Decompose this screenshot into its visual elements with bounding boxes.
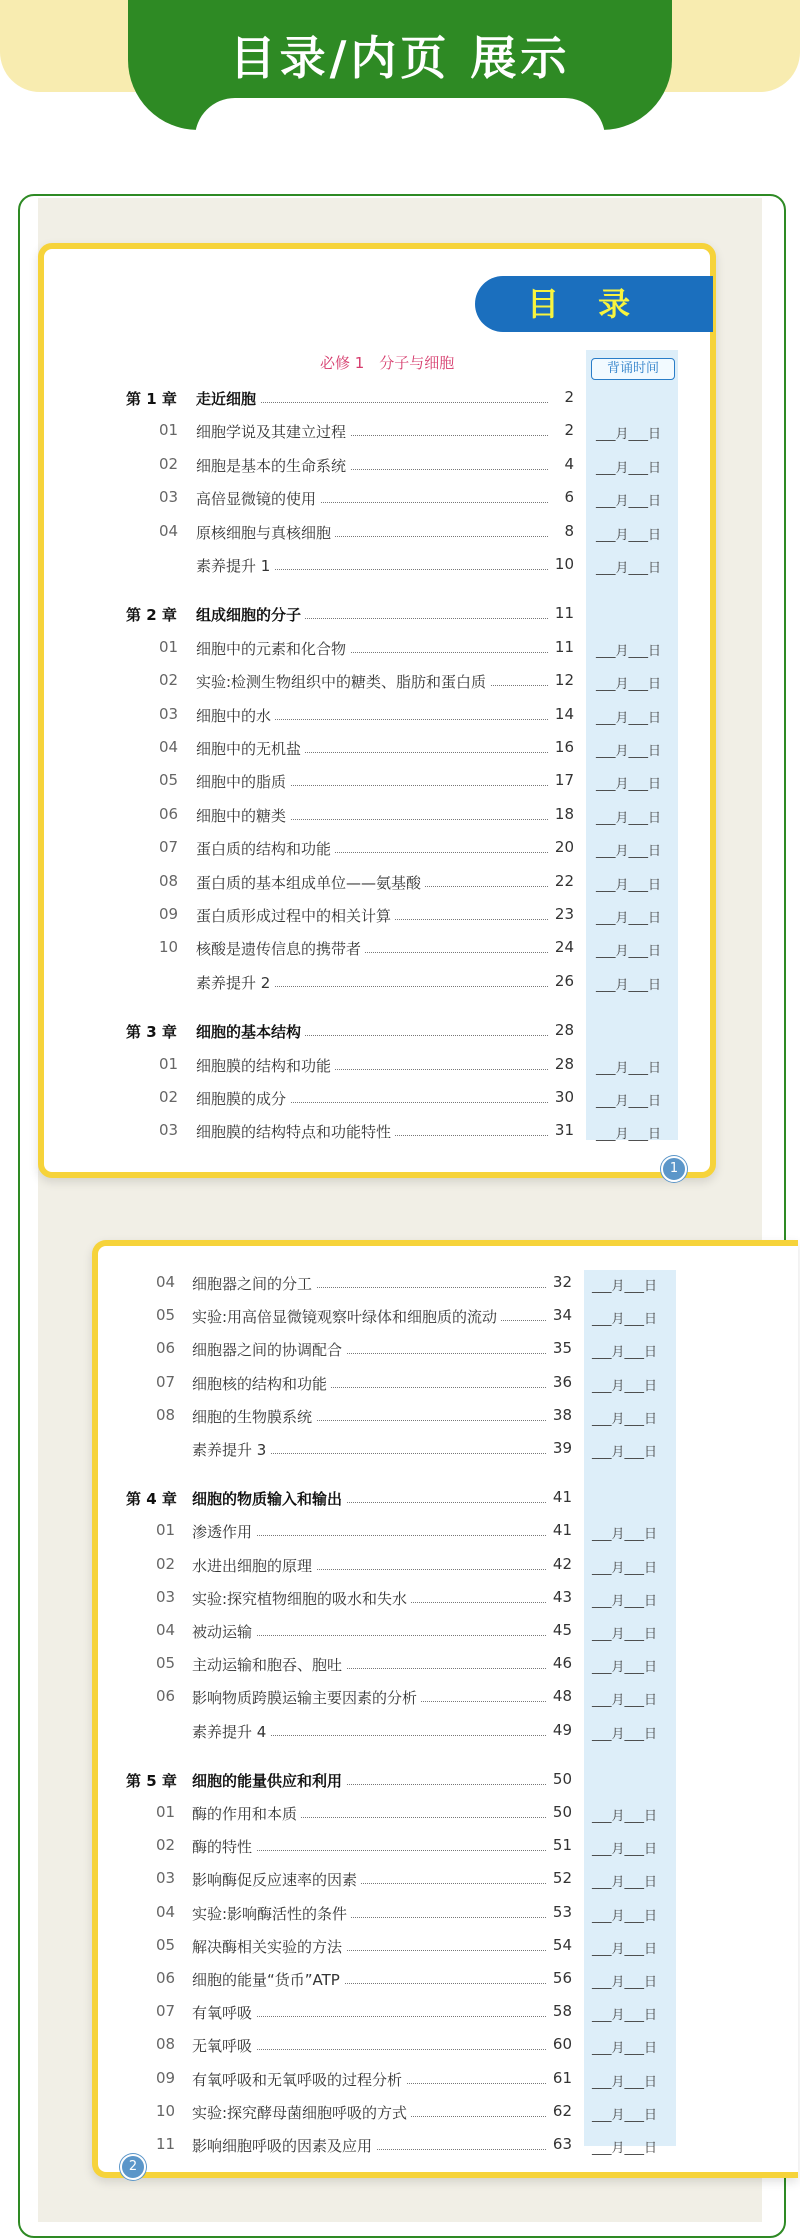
item-title: 细胞中的脂质: [196, 771, 290, 792]
item-number: 03: [159, 488, 179, 507]
toc-row: [126, 905, 686, 927]
toc-row: [126, 1803, 686, 1825]
toc-row: [126, 1687, 686, 1709]
chapter-row: [126, 1770, 686, 1792]
item-title: 细胞中的糖类: [196, 805, 290, 826]
review-date-field: ___月___日: [596, 877, 662, 893]
toc-row: [126, 1869, 686, 1891]
chapter-row: [126, 388, 686, 410]
page-number: 61: [548, 2069, 572, 2087]
item-number: 04: [159, 521, 179, 540]
page-number: 26: [550, 972, 574, 990]
toc-row: [126, 421, 686, 443]
page-number: 49: [548, 1721, 572, 1739]
toc-heading: 目 录: [475, 276, 713, 332]
review-date-field: ___月___日: [596, 1060, 662, 1076]
page-number-badge: 2: [120, 2154, 146, 2180]
review-date-field: ___月___日: [592, 1527, 658, 1543]
toc-row: [126, 705, 686, 727]
item-number: 06: [159, 804, 179, 823]
review-date-field: ___月___日: [596, 844, 662, 860]
page-number: 56: [548, 1969, 572, 1987]
toc-row: [126, 555, 686, 577]
item-title: 细胞膜的成分: [196, 1088, 290, 1109]
page-number: 31: [550, 1121, 574, 1139]
review-date-field: ___月___日: [596, 1094, 662, 1109]
item-title: 影响细胞呼吸的因素及应用: [192, 2135, 376, 2156]
page-number: 16: [550, 738, 574, 756]
toc-row: [126, 872, 686, 894]
item-number: 09: [156, 2068, 176, 2087]
item-number: 05: [156, 1935, 176, 1954]
page-number: 41: [548, 1521, 572, 1539]
review-date-field: ___月___日: [592, 1875, 658, 1891]
toc-row: [126, 488, 686, 510]
item-title: 有氧呼吸: [192, 2002, 256, 2023]
review-date-field: ___月___日: [592, 1445, 658, 1460]
review-date-field: ___月___日: [596, 427, 662, 443]
toc-row: [126, 1055, 686, 1077]
page-number: 17: [550, 771, 574, 789]
chapter-title: 走近细胞: [196, 388, 260, 409]
toc-row: [126, 1088, 686, 1110]
item-number: 02: [156, 1836, 176, 1855]
chapter-label: 第 5 章: [126, 1771, 177, 1790]
item-title: 细胞的能量“货币”ATP: [192, 1969, 344, 1990]
review-date-field: ___月___日: [596, 527, 662, 543]
item-number: 06: [156, 1969, 176, 1987]
item-title: 影响酶促反应速率的因素: [192, 1869, 361, 1890]
page-number: 22: [550, 872, 574, 890]
item-title: 蛋白质形成过程中的相关计算: [196, 905, 395, 926]
chapter-label: 第 4 章: [126, 1490, 177, 1509]
page-number: 58: [548, 2002, 572, 2020]
toc-row: [126, 1621, 686, 1643]
review-date-field: ___月___日: [596, 561, 662, 576]
item-number: 03: [159, 1121, 179, 1140]
section-title: 必修 1 分子与细胞: [320, 354, 455, 372]
toc-row: [126, 1969, 686, 1991]
item-title: 细胞膜的结构和功能: [196, 1055, 335, 1076]
page-number: 28: [550, 1055, 574, 1073]
item-number: 01: [156, 1521, 176, 1540]
review-date-field: ___月___日: [596, 911, 662, 926]
item-number: 07: [159, 838, 179, 857]
review-date-field: ___月___日: [592, 2008, 658, 2024]
item-title: 高倍显微镜的使用: [196, 488, 320, 509]
item-title: 影响物质跨膜运输主要因素的分析: [192, 1687, 421, 1708]
review-date-field: ___月___日: [592, 2074, 658, 2090]
item-title: 蛋白质的结构和功能: [196, 838, 335, 859]
item-number: 05: [156, 1306, 176, 1325]
review-date-field: ___月___日: [596, 944, 662, 960]
chapter-label: 第 3 章: [126, 1023, 177, 1042]
page-number: 32: [548, 1273, 572, 1291]
review-date-field: ___月___日: [592, 1809, 658, 1824]
review-date-field: ___月___日: [592, 2041, 658, 2057]
item-number: 07: [156, 2002, 176, 2021]
page-number: 6: [550, 488, 574, 506]
chapter-label: 第 1 章: [126, 390, 177, 408]
toc-row: [126, 938, 686, 960]
item-title: 核酸是遗传信息的携带者: [196, 938, 365, 959]
item-title: 细胞中的元素和化合物: [196, 638, 350, 659]
review-date-field: ___月___日: [596, 810, 662, 826]
toc-row: [126, 1903, 686, 1925]
review-date-field: ___月___日: [596, 494, 662, 510]
page-number: 8: [550, 522, 574, 540]
review-date-field: ___月___日: [592, 1975, 658, 1990]
page-number-badge: 1: [661, 1156, 687, 1182]
item-number: 02: [159, 454, 179, 473]
page-number: 62: [548, 2102, 572, 2120]
toc-row: [126, 2035, 686, 2057]
toc-row: [126, 738, 686, 760]
item-number: 05: [159, 771, 179, 790]
toc-row: [126, 1521, 686, 1543]
item-title: 实验:影响酶活性的条件: [192, 1903, 351, 1924]
item-number: 04: [156, 1621, 176, 1639]
item-title: 实验:用高倍显微镜观察叶绿体和细胞质的流动: [192, 1306, 501, 1327]
item-number: 04: [159, 738, 179, 756]
page-number: 2: [550, 388, 574, 406]
review-date-field: ___月___日: [592, 1693, 658, 1709]
chapter-title: 组成细胞的分子: [196, 604, 305, 625]
toc-row: [126, 1439, 686, 1461]
review-date-field: ___月___日: [592, 1726, 658, 1742]
toc-row: [126, 1555, 686, 1577]
review-date-field: ___月___日: [592, 1560, 658, 1576]
item-title: 有氧呼吸和无氧呼吸的过程分析: [192, 2069, 406, 2090]
item-number: 11: [156, 2135, 176, 2153]
item-number: 10: [156, 2101, 176, 2120]
item-number: 08: [159, 871, 179, 890]
chapter-row: [126, 604, 686, 626]
toc-row: [126, 972, 686, 994]
review-date-field: ___月___日: [592, 1908, 658, 1924]
review-date-field: ___月___日: [596, 744, 662, 759]
item-number: 01: [159, 1054, 179, 1073]
item-title: 细胞的生物膜系统: [192, 1406, 316, 1427]
review-date-field: ___月___日: [596, 643, 662, 659]
item-number: 07: [156, 1372, 176, 1391]
review-date-field: ___月___日: [592, 1279, 658, 1294]
toc-row: [126, 1373, 686, 1395]
page-number: 48: [548, 1687, 572, 1705]
page-number: 35: [548, 1339, 572, 1357]
item-title: 实验:探究酵母菌细胞呼吸的方式: [192, 2102, 411, 2123]
toc-row: [126, 2135, 686, 2157]
review-date-field: ___月___日: [596, 1127, 662, 1143]
toc-row: [126, 1406, 686, 1428]
review-date-field: ___月___日: [592, 1593, 658, 1609]
page-number: 2: [550, 421, 574, 439]
toc-row: [126, 671, 686, 693]
review-date-field: ___月___日: [592, 1941, 658, 1957]
item-number: 04: [156, 1902, 176, 1921]
item-number: 06: [156, 1687, 176, 1706]
item-title: 素养提升 1: [196, 555, 274, 576]
review-date-field: ___月___日: [592, 1378, 658, 1394]
item-number: 03: [159, 704, 179, 723]
toc-row: [126, 2069, 686, 2091]
page-number: 46: [548, 1654, 572, 1672]
chapter-label: 第 2 章: [126, 606, 177, 625]
page-number: 63: [548, 2135, 572, 2153]
page-number: 51: [548, 1836, 572, 1854]
review-date-field: ___月___日: [596, 977, 662, 993]
page-number: 11: [550, 604, 574, 622]
item-number: 03: [156, 1869, 176, 1888]
page-number: 23: [550, 905, 574, 923]
toc-row: [126, 838, 686, 860]
item-number: 01: [159, 637, 179, 656]
item-title: 细胞核的结构和功能: [192, 1373, 331, 1394]
toc-row: [126, 638, 686, 660]
page-number: 12: [550, 671, 574, 689]
item-number: 09: [159, 905, 179, 923]
chapter-row: [126, 1488, 686, 1510]
toc-row: [126, 1721, 686, 1743]
toc-row: [126, 2002, 686, 2024]
review-time-label: 背诵时间: [591, 358, 675, 380]
toc-row: [126, 455, 686, 477]
toc-row: [126, 1121, 686, 1143]
review-date-field: ___月___日: [592, 1627, 658, 1642]
page-number: 52: [548, 1869, 572, 1887]
item-title: 实验:检测生物组织中的糖类、脂肪和蛋白质: [196, 671, 490, 692]
toc-row: [126, 2102, 686, 2124]
page-number: 34: [548, 1306, 572, 1324]
item-title: 无氧呼吸: [192, 2035, 256, 2056]
item-title: 水进出细胞的原理: [192, 1555, 316, 1576]
item-title: 细胞是基本的生命系统: [196, 455, 350, 476]
review-date-field: ___月___日: [596, 677, 662, 693]
item-title: 素养提升 3: [192, 1439, 270, 1460]
item-title: 细胞中的无机盐: [196, 738, 305, 759]
item-title: 主动运输和胞吞、胞吐: [192, 1654, 346, 1675]
page-number: 54: [548, 1936, 572, 1954]
item-number: 08: [156, 2035, 176, 2054]
toc-row: [126, 1836, 686, 1858]
item-number: 01: [156, 1803, 176, 1821]
page-number: 36: [548, 1373, 572, 1391]
toc-row: [126, 1936, 686, 1958]
item-title: 素养提升 4: [192, 1721, 270, 1742]
page-number: 11: [550, 638, 574, 656]
page-number: 18: [550, 805, 574, 823]
page-number: 43: [548, 1588, 572, 1606]
review-date-field: ___月___日: [592, 1660, 658, 1676]
chapter-title: 细胞的基本结构: [196, 1021, 305, 1042]
page-number: 53: [548, 1903, 572, 1921]
item-title: 细胞学说及其建立过程: [196, 421, 350, 442]
item-title: 素养提升 2: [196, 972, 274, 993]
item-number: 02: [159, 671, 179, 690]
page-number: 30: [550, 1088, 574, 1106]
item-number: 10: [159, 938, 179, 957]
item-title: 渗透作用: [192, 1521, 256, 1542]
item-number: 05: [156, 1654, 176, 1673]
page-number: 10: [550, 555, 574, 573]
item-number: 06: [156, 1339, 176, 1358]
item-title: 蛋白质的基本组成单位——氨基酸: [196, 872, 425, 893]
header-tab-cutout: [195, 98, 605, 140]
item-number: 04: [156, 1273, 176, 1291]
page-number: 4: [550, 455, 574, 473]
item-number: 08: [156, 1405, 176, 1424]
item-number: 03: [156, 1587, 176, 1606]
item-title: 细胞器之间的分工: [192, 1273, 316, 1294]
page-number: 42: [548, 1555, 572, 1573]
item-title: 酶的作用和本质: [192, 1803, 301, 1824]
item-title: 实验:探究植物细胞的吸水和失水: [192, 1588, 411, 1609]
item-number: 02: [156, 1554, 176, 1573]
page-number: 20: [550, 838, 574, 856]
review-date-field: ___月___日: [592, 2107, 658, 2123]
page-number: 24: [550, 938, 574, 956]
toc-row: [126, 771, 686, 793]
review-date-field: ___月___日: [596, 777, 662, 793]
review-date-field: ___月___日: [592, 2141, 658, 2156]
page-number: 39: [548, 1439, 572, 1457]
item-title: 原核细胞与真核细胞: [196, 522, 335, 543]
page-number: 38: [548, 1406, 572, 1424]
item-title: 细胞中的水: [196, 705, 275, 726]
page-title: 目录/内页 展示: [229, 31, 571, 85]
review-date-field: ___月___日: [596, 460, 662, 476]
toc-row: [126, 1306, 686, 1328]
toc-row: [126, 1588, 686, 1610]
item-title: 细胞器之间的协调配合: [192, 1339, 346, 1360]
item-title: 解决酶相关实验的方法: [192, 1936, 346, 1957]
review-date-field: ___月___日: [592, 1842, 658, 1858]
review-date-field: ___月___日: [592, 1411, 658, 1427]
item-number: 02: [159, 1088, 179, 1106]
item-title: 细胞膜的结构特点和功能特性: [196, 1121, 395, 1142]
toc-row: [126, 805, 686, 827]
review-date-field: ___月___日: [592, 1312, 658, 1328]
toc-row: [126, 1273, 686, 1295]
page-number: 60: [548, 2035, 572, 2053]
chapter-title: 细胞的物质输入和输出: [192, 1488, 346, 1509]
page-number: 50: [548, 1803, 572, 1821]
review-date-field: ___月___日: [592, 1345, 658, 1361]
review-date-field: ___月___日: [596, 710, 662, 726]
item-title: 被动运输: [192, 1621, 256, 1642]
toc-row: [126, 522, 686, 544]
chapter-row: [126, 1021, 686, 1043]
item-number: 01: [159, 421, 179, 440]
chapter-title: 细胞的能量供应和利用: [192, 1770, 346, 1791]
page-number: 14: [550, 705, 574, 723]
item-title: 酶的特性: [192, 1836, 256, 1857]
page-number: 50: [548, 1770, 572, 1788]
toc-row: [126, 1654, 686, 1676]
page-number: 28: [550, 1021, 574, 1039]
toc-row: [126, 1339, 686, 1361]
page-number: 41: [548, 1488, 572, 1506]
page-number: 45: [548, 1621, 572, 1639]
